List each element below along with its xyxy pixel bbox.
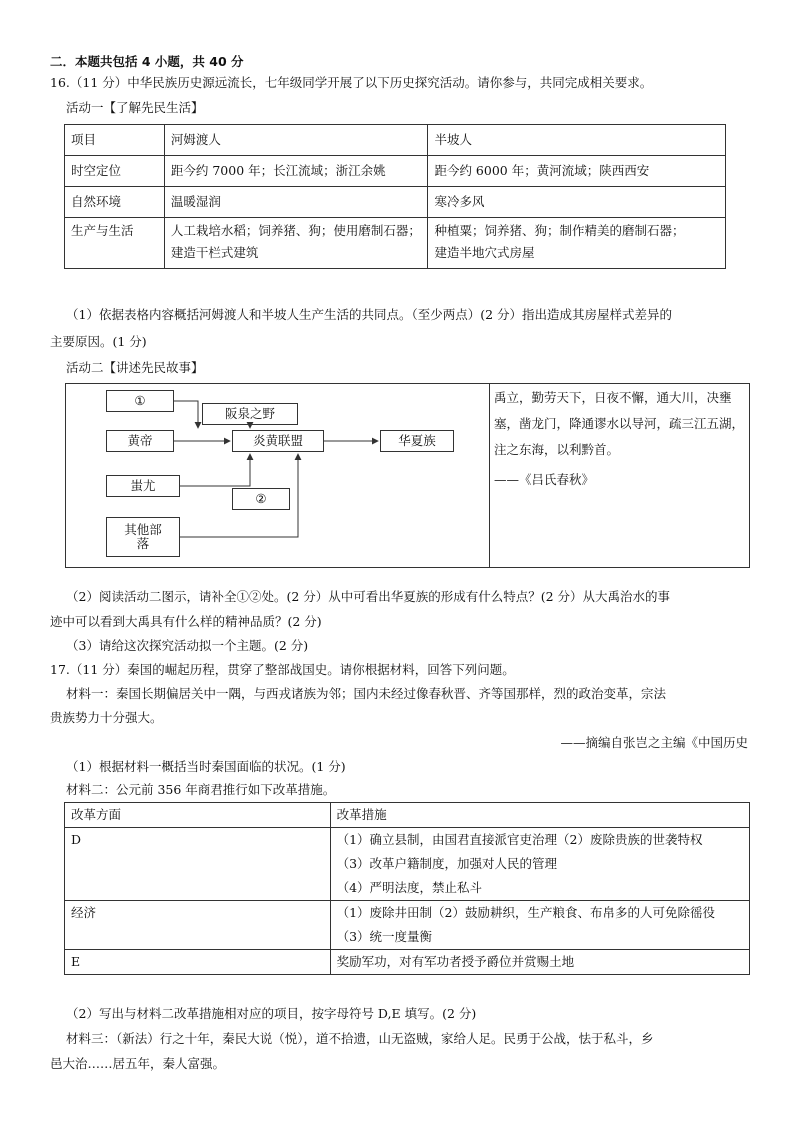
section-heading: 二．本题共包括 4 小题，共 40 分 <box>50 54 244 69</box>
q17-material1-line2: 贵族势力十分强大。 <box>50 710 163 725</box>
q17-material2-intro: 材料二：公元前 356 年商君推行如下改革措施。 <box>66 782 336 797</box>
arrow-blank1 <box>174 401 198 428</box>
cell-line: （3）统一度量衡 <box>336 929 433 944</box>
table-cell: 河姆渡人 <box>164 125 428 156</box>
table-cell: 寒冷多风 <box>428 187 726 218</box>
other-tribes-box: 其他部落 <box>106 517 180 557</box>
q17-stem: 17.（11 分）秦国的崛起历程，贯穿了整部战国史。请你根据材料，回答下列问题。 <box>50 662 515 677</box>
chiyou-box: 蚩尤 <box>106 475 180 497</box>
q16-sub2-line1: （2）阅读活动二图示，请补全①②处。(2 分）从中可看出华夏族的形成有什么特点？(2 分）从大禹治水的事 <box>66 589 671 604</box>
q16-sub2-line2: 迹中可以看到大禹具有什么样的精神品质？(2 分) <box>50 614 322 629</box>
table-cell: 距今约 6000 年；黄河流域；陕西西安 <box>428 156 726 187</box>
cell-line: 建造半地穴式房屋 <box>434 245 535 260</box>
table-cell: 改革措施 <box>330 803 749 828</box>
table-cell: 奖励军功，对有军功者授予爵位并赏赐土地 <box>330 950 749 975</box>
table-cell: 温暖湿润 <box>164 187 428 218</box>
cell-line: （4）严明法度，禁止私斗 <box>336 880 483 895</box>
table-cell <box>330 901 749 950</box>
cell-line: （3）改革户籍制度，加强对人民的管理 <box>336 856 558 871</box>
table-header-row <box>65 803 750 828</box>
table-cell: 经济 <box>65 901 331 950</box>
cell-line: 建造干栏式建筑 <box>170 245 259 260</box>
q17-sub1: （1）根据材料一概括当时秦国面临的状况。(1 分) <box>66 759 346 774</box>
blank-2-box: ② <box>232 488 290 510</box>
yu-quote: 禹立，勤劳天下，日夜不懈，通大川，决壅塞，凿龙门，降通谬水以导河，疏三江五湖，注之东海，以利黔首。 <box>494 390 745 457</box>
table-cell: 距今约 7000 年；长江流域；浙江余姚 <box>164 156 428 187</box>
q16-sub1-line2: 主要原因。(1 分) <box>50 334 147 349</box>
q16-activity2-title: 活动二【讲述先民故事】 <box>66 360 204 375</box>
table-cell <box>330 828 749 901</box>
q16-sub3: （3）请给这次探究活动拟一个主题。(2 分) <box>66 638 309 653</box>
banquan-box: 阪泉之野 <box>202 403 298 425</box>
q17-material3-line2: 邑大治……居五年，秦人富强。 <box>50 1056 226 1071</box>
huaxia-box: 华夏族 <box>380 430 454 452</box>
table-row <box>65 828 750 901</box>
q16-sub1-line1: （1）依据表格内容概括河姆渡人和半坡人生产生活的共同点。（至少两点）(2 分）指出造成其房屋样式差异的 <box>66 307 673 322</box>
huangdi-box: 黄帝 <box>106 430 174 452</box>
table-row <box>65 950 750 975</box>
table-row <box>65 901 750 950</box>
table-cell: 生产与生活 <box>65 218 165 269</box>
cell-line: 人工栽培水稻；饲养猪、狗；使用磨制石器； <box>170 223 421 238</box>
q16-activity1-title: 活动一【了解先民生活】 <box>66 100 204 115</box>
table-cell: 半坡人 <box>428 125 726 156</box>
arrow-others <box>180 454 298 537</box>
cell-line: （1）废除井田制（2）鼓励耕织，生产粮食、布帛多的人可免除徭役 <box>336 905 716 920</box>
table-cell: 时空定位 <box>65 156 165 187</box>
yanhuang-box: 炎黄联盟 <box>232 430 324 452</box>
table-cell: D <box>65 828 331 901</box>
reform-table <box>64 802 750 975</box>
q17-material3-line1: 材料三：（新法）行之十年，秦民大说（悦），道不拾遗，山无盗贼，家给人足。民勇于公战，怯于私斗，乡 <box>66 1031 654 1046</box>
table-cell: 项目 <box>65 125 165 156</box>
yu-quote-source: ——《吕氏春秋》 <box>494 472 595 487</box>
q17-material1-line1: 材料一：秦国长期偏居关中一隅，与西戎诸族为邻；国内未经过像春秋晋、齐等国那样，烈的政治变革，宗法 <box>66 686 667 701</box>
blank-1-box: ① <box>106 390 174 412</box>
q17-material1-source: ——摘编自张岂之主编《中国历史 <box>560 735 748 750</box>
table-cell: E <box>65 950 331 975</box>
cell-line: 种植粟；饲养猪、狗；制作精美的磨制石器； <box>434 223 685 238</box>
arrow-chiyou <box>180 454 250 486</box>
cell-line: （1）确立县制，由国君直接派官吏治理（2）废除贵族的世袭特权 <box>336 832 703 847</box>
q16-stem: 16.（11 分）中华民族历史源远流长，七年级同学开展了以下历史探究活动。请你参与，共同完成相关要求。 <box>50 75 653 90</box>
table-cell: 改革方面 <box>65 803 331 828</box>
table-cell: 自然环境 <box>65 187 165 218</box>
q17-sub2: （2）写出与材料二改革措施相对应的项目，按字母符号 D,E 填写。(2 分) <box>66 1006 477 1021</box>
